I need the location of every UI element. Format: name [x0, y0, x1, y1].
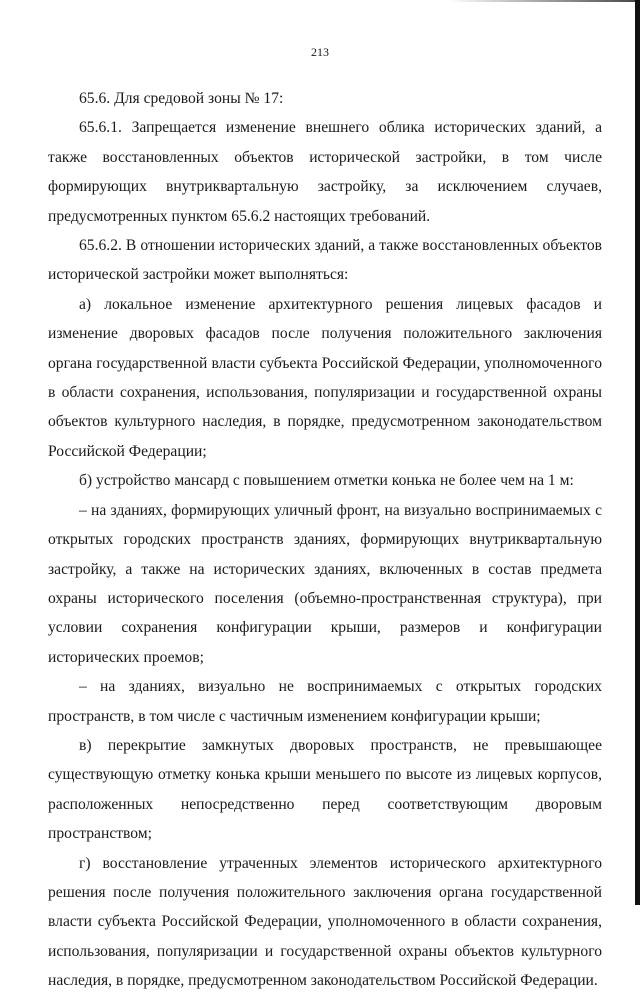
page-number: 213: [311, 45, 329, 59]
paragraph-item-b: б) устройство мансард с повышением отметки конька не более чем на 1 м:: [79, 472, 574, 490]
paragraph-65-6-1: 65.6.1. Запрещается изменение внешнего облика исторических зданий, а также восстановленных объектов исторической застройки, в том числе формирующих внутриквартальную застройку, за исключением случаев, предусмотренных пунктом 65.6.2 настоящих требований.: [48, 119, 602, 225]
paragraph-item-a: а) локальное изменение архитектурного решения лицевых фасадов и изменение дворовых фасадов после получения положительного заключения органа государственной власти субъекта Российской Федерации, уполномоченного в области сохранения, использования, популяризации и государственной охраны объектов культурного наследия, в порядке, предусмотренном законодательством Российской Федерации;: [48, 295, 602, 460]
paragraph-item-b-dash-1: – на зданиях, формирующих уличный фронт, на визуально воспринимаемых с открытых городских пространств зданиях, формирующих внутриквартальную застройку, а также на исторических зданиях, включенных в состав предмета охраны исторического поселения (объемно-пространственная структура), при условии сохранения конфигурации крыши, размеров и конфигурации исторических проемов;: [48, 501, 602, 666]
document-body: [48, 84, 602, 996]
paragraph-item-b-dash-2: – на зданиях, визуально не воспринимаемых с открытых городских пространств, в том числе с частичным изменением конфигурации крыши;: [48, 678, 602, 725]
paragraph-item-g: г) восстановление утраченных элементов исторического архитектурного решения после получения положительного заключения органа государственной власти субъекта Российской Федерации, уполномоченного в области сохранения, использования, популяризации и государственной охраны объектов культурного наследия, в порядке, предусмотренном законодательством Российской Федерации.: [48, 854, 602, 990]
scan-edge-right: [635, 0, 640, 905]
paragraph-65-6-2: 65.6.2. В отношении исторических зданий, а также восстановленных объектов исторической застройки может выполняться:: [48, 237, 602, 284]
scan-edge-top: [0, 0, 640, 2]
paragraph-65-6: 65.6. Для средовой зоны № 17:: [79, 90, 284, 107]
paragraph-item-v: в) перекрытие замкнутых дворовых пространств, не превышающее существующую отметку конька крыши меньшего по высоте из лицевых корпусов, расположенных непосредственно перед соответствующим дворовым пространством;: [48, 736, 602, 843]
